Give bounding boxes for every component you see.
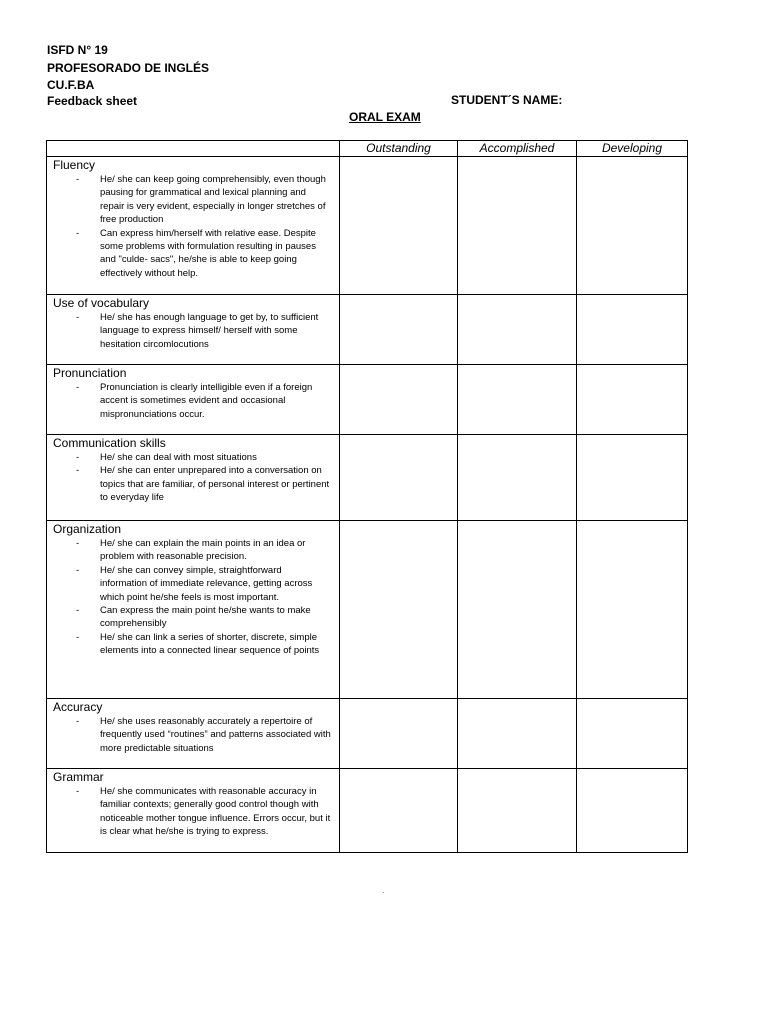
descriptor-item: - He/ she can link a series of shorter, discrete, simple elements into a connected linear sequence of points: [100, 631, 331, 658]
exam-title: ORAL EXAM: [349, 110, 421, 124]
score-cell-accomplished[interactable]: [458, 295, 577, 365]
rubric-row-grammar: [47, 769, 688, 853]
criterion-name: Pronunciation: [53, 366, 127, 380]
descriptor-list: [47, 311, 339, 351]
score-cell-outstanding[interactable]: [340, 157, 458, 295]
score-cell-developing[interactable]: [577, 435, 688, 521]
score-cell-outstanding[interactable]: [340, 365, 458, 435]
descriptor-item: - He/ she uses reasonably accurately a repertoire of frequently used “routines” and patterns associated with more predictable situations: [100, 715, 331, 755]
score-cell-accomplished[interactable]: [458, 521, 577, 699]
descriptor-item: - Can express him/herself with relative ease. Despite some problems with formulation resulting in pauses and "culde- sacs", he/she is able to keep going effectively without help.: [100, 227, 331, 281]
score-cell-outstanding[interactable]: [340, 699, 458, 769]
descriptor-list: [47, 451, 339, 505]
score-cell-accomplished[interactable]: [458, 157, 577, 295]
rubric-row-vocabulary: [47, 295, 688, 365]
descriptor-item: - He/ she can enter unprepared into a conversation on topics that are familiar, of personal interest or pertinent to everyday life: [100, 464, 331, 504]
descriptor-list: [47, 715, 339, 755]
score-cell-accomplished[interactable]: [458, 435, 577, 521]
descriptor-item: - Pronunciation is clearly intelligible even if a foreign accent is sometimes evident and occasional mispronunciations occur.: [100, 381, 331, 421]
criterion-name: Organization: [53, 522, 122, 536]
descriptor-list: [47, 381, 339, 421]
rubric-row-communication: [47, 435, 688, 521]
criterion-name: Accuracy: [53, 700, 103, 714]
criterion-cell: [47, 295, 340, 365]
rubric-row-pronunciation: [47, 365, 688, 435]
score-cell-outstanding[interactable]: [340, 435, 458, 521]
descriptor-list: [47, 785, 339, 839]
criterion-cell: [47, 365, 340, 435]
rubric-table: [46, 140, 688, 853]
score-cell-developing[interactable]: [577, 157, 688, 295]
descriptor-item: - He/ she communicates with reasonable accuracy in familiar contexts; generally good control though with noticeable mother tongue influence. Errors occur, but it is clear what he/she is trying to express.: [100, 785, 331, 839]
criteria-header-cell: [47, 141, 340, 157]
descriptor-item: - Can express the main point he/she wants to make comprehensibly: [100, 604, 331, 631]
descriptor-item: - He/ she can convey simple, straightforward information of immediate relevance, getting across which point he/she feels is most important.: [100, 564, 331, 604]
score-cell-developing[interactable]: [577, 769, 688, 853]
rubric-row-organization: [47, 521, 688, 699]
col-accomplished: Accomplished: [458, 141, 577, 157]
score-cell-developing[interactable]: [577, 521, 688, 699]
score-cell-accomplished[interactable]: [458, 769, 577, 853]
criterion-name: Grammar: [53, 770, 104, 784]
criterion-name: Fluency: [53, 158, 96, 172]
criterion-name: Communication skills: [53, 436, 166, 450]
criterion-cell: [47, 157, 340, 295]
descriptor-list: [47, 537, 339, 658]
score-cell-outstanding[interactable]: [340, 769, 458, 853]
criterion-cell: [47, 435, 340, 521]
descriptor-item: - He/ she can keep going comprehensibly, even though pausing for grammatical and lexical planning and repair is very evident, especially in longer stretches of free production: [100, 173, 331, 227]
rubric-header-row: [47, 141, 688, 157]
score-cell-accomplished[interactable]: [458, 699, 577, 769]
program-name: PROFESORADO DE INGLÉS: [47, 61, 210, 75]
descriptor-item: - He/ she can explain the main points in an idea or problem with reasonable precision.: [100, 537, 331, 564]
sheet-title: Feedback sheet: [47, 94, 138, 108]
col-outstanding: Outstanding: [340, 141, 458, 157]
score-cell-developing[interactable]: [577, 295, 688, 365]
footer-mark: .: [382, 886, 385, 895]
score-cell-outstanding[interactable]: [340, 521, 458, 699]
criterion-cell: [47, 699, 340, 769]
score-cell-developing[interactable]: [577, 699, 688, 769]
institute-name: ISFD N° 19: [47, 43, 108, 57]
rubric-row-fluency: [47, 157, 688, 295]
descriptor-item: - He/ she can deal with most situations: [100, 451, 331, 464]
descriptor-list: [47, 173, 339, 280]
criterion-cell: [47, 769, 340, 853]
student-name-label: STUDENT´S NAME:: [451, 93, 563, 107]
score-cell-outstanding[interactable]: [340, 295, 458, 365]
criterion-cell: [47, 521, 340, 699]
rubric-row-accuracy: [47, 699, 688, 769]
score-cell-accomplished[interactable]: [458, 365, 577, 435]
col-developing: Developing: [577, 141, 688, 157]
location-code: CU.F.BA: [47, 78, 95, 92]
score-cell-developing[interactable]: [577, 365, 688, 435]
descriptor-item: - He/ she has enough language to get by, to sufficient language to express himself/ herself with some hesitation circomlocutions: [100, 311, 331, 351]
criterion-name: Use of vocabulary: [53, 296, 150, 310]
